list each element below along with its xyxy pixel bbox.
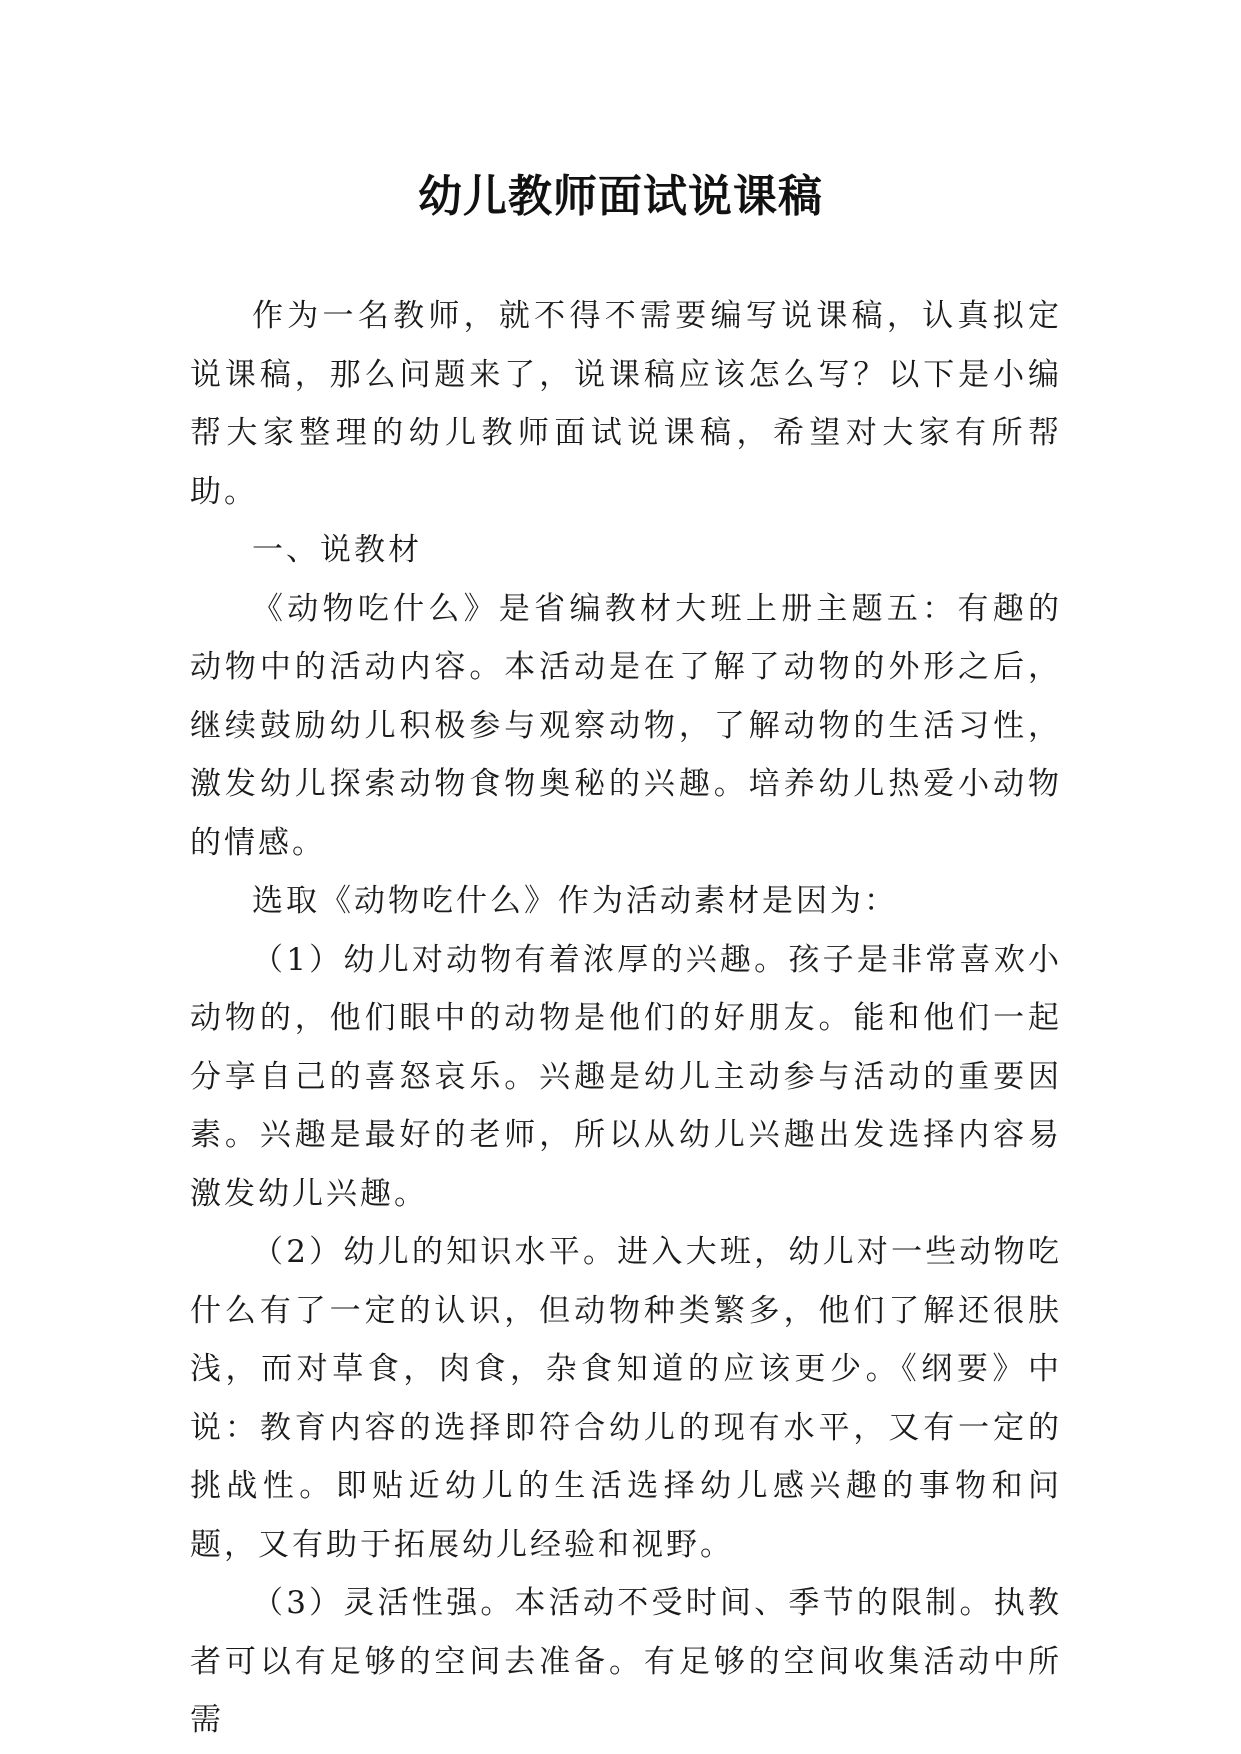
document-title: 幼儿教师面试说课稿 <box>418 171 823 222</box>
paragraph-intro: 作为一名教师，就不得不需要编写说课稿，认真拟定说课稿，那么问题来了，说课稿应该怎么写？以下是小编帮大家整理的幼儿教师面试说课稿，希望对大家有所帮助。 <box>190 298 1062 510</box>
document-body <box>190 287 1062 1750</box>
paragraph-reason-1: （1）幼儿对动物有着浓厚的兴趣。孩子是非常喜欢小动物的，他们眼中的动物是他们的好朋友。能和他们一起分享自己的喜怒哀乐。兴趣是幼儿主动参与活动的重要因素。兴趣是最好的老师，所以从幼儿兴趣出发选择内容易激发幼儿兴趣。 <box>190 941 1062 1212</box>
paragraph-selection-reason: 选取《动物吃什么》作为活动素材是因为： <box>252 883 898 919</box>
paragraph-material-description: 《动物吃什么》是省编教材大班上册主题五：有趣的动物中的活动内容。本活动是在了解了动物的外形之后，继续鼓励幼儿积极参与观察动物，了解动物的生活习性，激发幼儿探索动物食物奥秘的兴趣。培养幼儿热爱小动物的情感。 <box>190 590 1062 861</box>
paragraph-reason-2: （2）幼儿的知识水平。进入大班，幼儿对一些动物吃什么有了一定的认识，但动物种类繁多，他们了解还很肤浅，而对草食，肉食，杂食知道的应该更少。《纲要》中说：教育内容的选择即符合幼儿的现有水平，又有一定的挑战性。即贴近幼儿的生活选择幼儿感兴趣的事物和问题，又有助于拓展幼儿经验和视野。 <box>190 1234 1062 1563</box>
section-heading-teaching-material: 一、说教材 <box>252 532 422 568</box>
paragraph-reason-3: （3）灵活性强。本活动不受时间、季节的限制。执教者可以有足够的空间去准备。有足够的空间收集活动中所需 <box>190 1585 1062 1738</box>
